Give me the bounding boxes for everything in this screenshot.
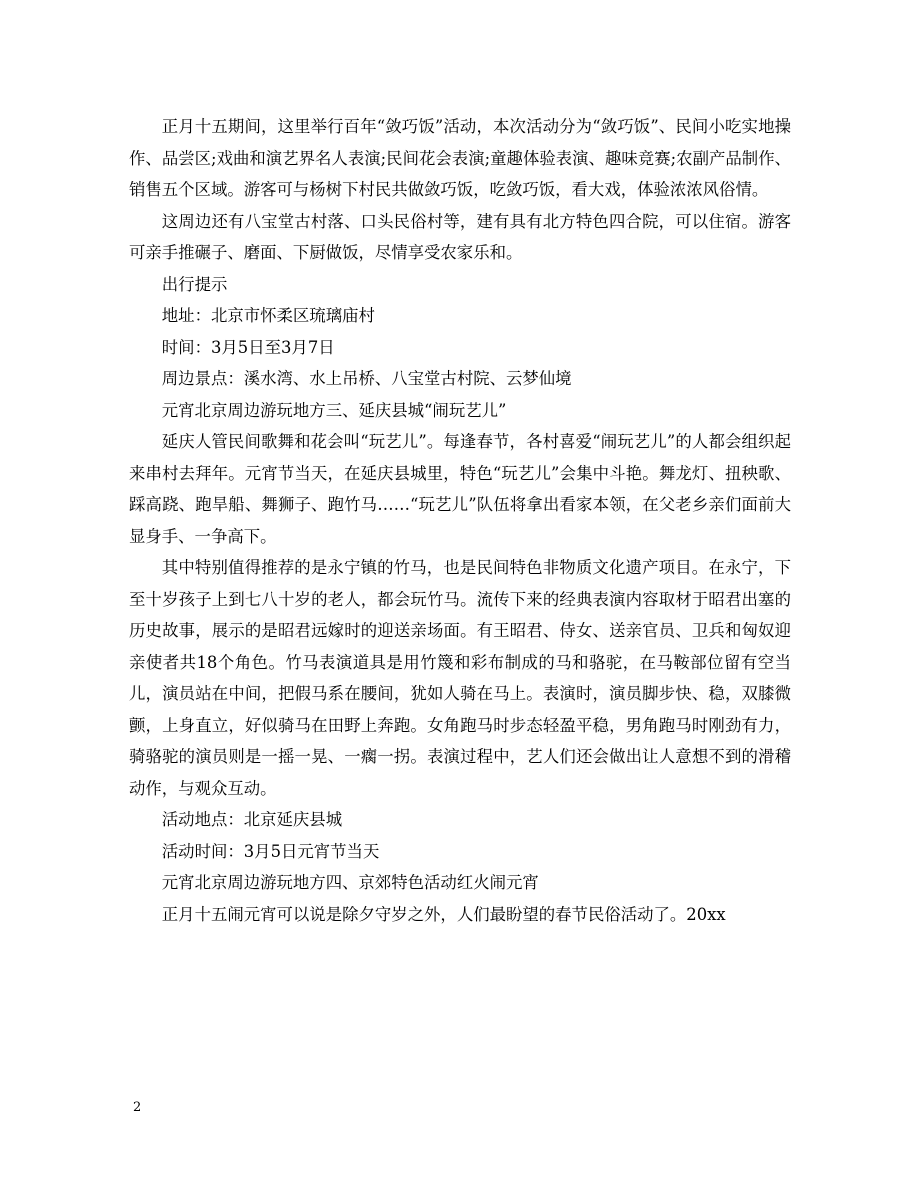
activity-location-line: 活动地点：北京延庆县城 [161, 810, 343, 829]
nearby-attractions-line: 周边景点：溪水湾、水上吊桥、八宝堂古村院、云梦仙境 [161, 369, 572, 388]
paragraph-lantern-festival: 正月十五闹元宵可以说是除夕守岁之外，人们最盼望的春节民俗活动了。20xx [161, 904, 726, 924]
paragraph-yongning-zhuma: 其中特别值得推荐的是永宁镇的竹马，也是民间特色非物质文化遗产项目。在永宁，下至十岁孩子上到七八十岁的老人，都会玩竹马。流传下来的经典表演内容取材于昭君出塞的历史故事，展示的是昭君远嫁时的迎送亲场面。有王昭君、侍女、送亲官员、卫兵和匈奴迎亲使者共18个角色。竹马表演道具是用竹篾和彩布制成的马和骆驼，在马鞍部位留有空当儿，演员站在中间，把假马系在腰间，犹如人骑在马上。表演时，演员脚步快、稳，双膝微颤，上身直立，好似骑马在田野上奔跑。女角跑马时步态轻盈平稳，男角跑马时刚劲有力，骑骆驼的演员则是一摇一晃、一瘸一拐。表演过程中，艺人们还会做出让人意想不到的滑稽动作，与观众互动。 [129, 558, 791, 798]
document-body [129, 111, 791, 930]
paragraph-yanqing-wanyier: 延庆人管民间歌舞和花会叫“玩艺儿”。每逢春节，各村喜爱“闹玩艺儿”的人都会组织起来串村去拜年。元宵节当天，在延庆县城里，特色“玩艺儿”会集中斗艳。舞龙灯、扭秧歌、踩高跷、跑旱船、舞狮子、跑竹马……“玩艺儿”队伍将拿出看家本领，在父老乡亲们面前大显身手、一争高下。 [129, 432, 791, 546]
paragraph-nearby-villages: 这周边还有八宝堂古村落、口头民俗村等，建有具有北方特色四合院，可以住宿。游客可亲手推碾子、磨面、下厨做饭，尽情享受农家乐和。 [129, 211, 791, 262]
section-heading-yanqing: 元宵北京周边游玩地方三、延庆县城“闹玩艺儿” [161, 400, 507, 420]
travel-tips-heading: 出行提示 [161, 274, 228, 294]
page-number: 2 [133, 1100, 142, 1115]
address-line: 地址：北京市怀柔区琉璃庙村 [161, 306, 375, 325]
time-line: 时间：3月5日至3月7日 [161, 337, 335, 357]
paragraph-lianqiaofan-activity: 正月十五期间，这里举行百年“敛巧饭”活动，本次活动分为“敛巧饭”、民间小吃实地操作、品尝区;戏曲和演艺界名人表演;民间花会表演;童趣体验表演、趣味竞赛;农副产品制作、销售五个区域。游客可与杨树下村民共做敛巧饭，吃敛巧饭，看大戏，体验浓浓风俗情。 [129, 117, 791, 199]
activity-time-line: 活动时间：3月5日元宵节当天 [161, 841, 380, 861]
section-heading-jingjiao: 元宵北京周边游玩地方四、京郊特色活动红火闹元宵 [161, 873, 539, 892]
